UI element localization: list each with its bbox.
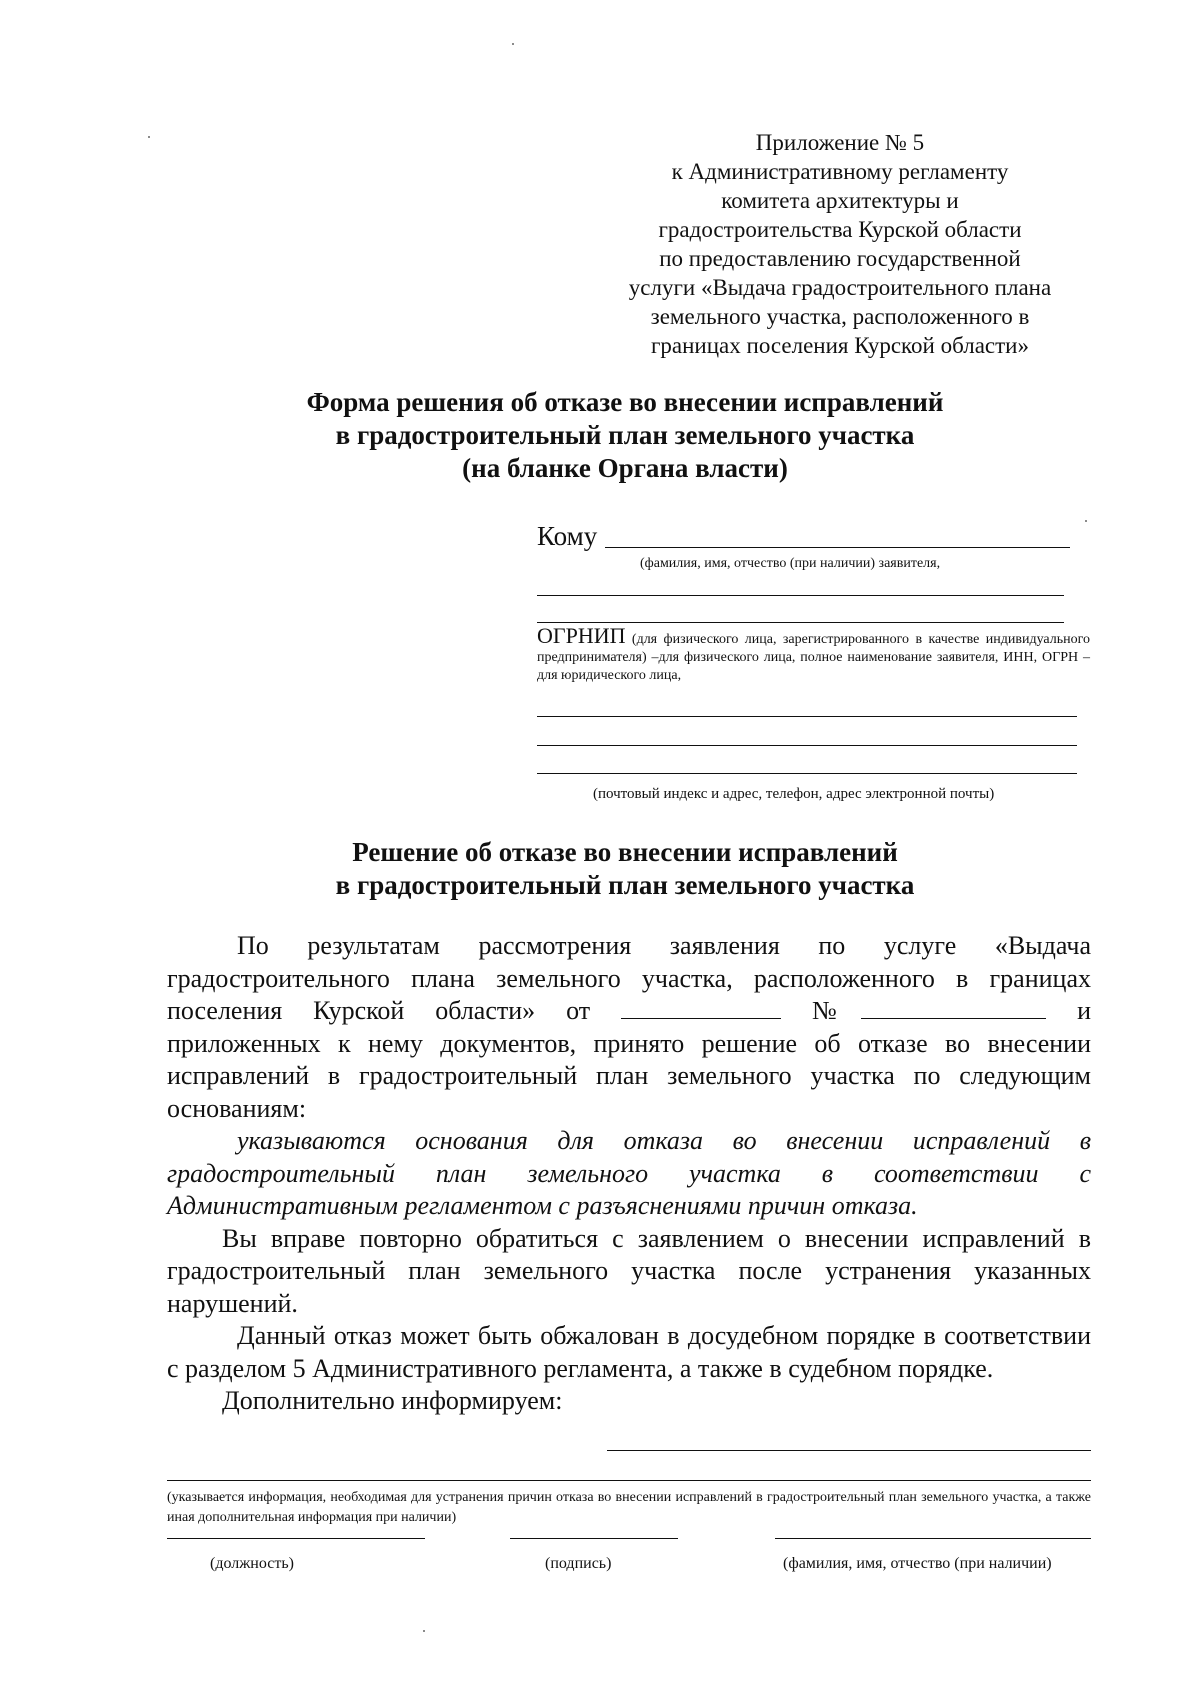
position-line[interactable] [167,1538,425,1539]
appendix-line: Приложение № 5 [755,130,925,155]
paragraph-1-text: По результатам рассмотрения заявления по услуге «Выдача градостроительного плана земельного участка, расположенного в границах поселения Курской области» от [167,931,1091,1025]
paragraph-1-start [167,930,1091,1028]
signature-label: (подпись) [545,1555,612,1572]
decision-title-line: в градостроительный план земельного участка [335,870,915,900]
ogrnip-line[interactable] [537,745,1077,746]
number-blank[interactable] [861,996,1046,1019]
ogrnip-label: ОГРНИП [537,623,626,648]
decision-title-line: Решение об отказе во внесении исправлений [352,837,898,867]
position-label: (должность) [210,1555,294,1572]
footnote: (указывается информация, необходимая для устранения причин отказа во внесении исправлений в градостроительный план земельного участка, а также иная дополнительная информация при наличии) [167,1490,1091,1525]
ogrnip-block [537,623,1090,685]
appendix-line: градостроительства Курской области [658,217,1022,242]
ogrnip-hint: (для физического лица, зарегистрированного в качестве индивидуального предпринимателя) –для физического лица, полное наименование заявителя, ИНН, ОГРН – для юридического лица, [537,632,1090,683]
appendix-line: земельного участка, расположенного в [650,304,1030,329]
paragraph-3: Вы вправе повторно обратиться с заявлением о внесении исправлений в градостроительный план земельного участка после устранения указанных нарушений. [167,1223,1091,1318]
additional-info-line-2[interactable] [167,1480,1091,1481]
form-title [200,386,1050,485]
paragraph-5 [167,1385,1091,1418]
paragraph-2-italic: указываются основания для отказа во внесении исправлений в градостроительный план земельного участка в соответствии с Административным регламентом с разъяснениями причин отказа. [167,1126,1091,1220]
paragraph-4: Данный отказ может быть обжалован в досудебном порядке в соответствии с разделом 5 Административного регламента, а также в судебном порядке. [167,1321,1091,1383]
scan-speck [1085,520,1087,522]
form-title-line: (на бланке Органа власти) [462,453,788,483]
ogrnip-line[interactable] [537,716,1077,717]
address-line[interactable] [537,773,1077,774]
address-hint: (почтовый индекс и адрес, телефон, адрес электронной почты) [593,786,995,802]
decision-title [200,836,1050,902]
paragraph-1-end-text: приложенных к нему документов, принято решение об отказе во внесении исправлений в градостроительный план земельного участка по следующим основаниям: [167,1028,1091,1123]
date-blank[interactable] [621,996,781,1019]
appendix-block [600,128,1080,360]
appendix-line: по предоставлению государственной [659,246,1021,271]
decision-body [167,930,1091,1418]
appendix-line: услуги «Выдача градостроительного плана [628,275,1052,300]
appendix-line: к Административному регламенту [671,159,1009,184]
to-label: Кому [537,521,598,551]
appendix-line: комитета архитектуры и [721,188,959,213]
additional-info-line[interactable] [607,1450,1091,1451]
full-name-label: (фамилия, имя, отчество (при наличии) [783,1555,1052,1572]
full-name-line[interactable] [775,1538,1091,1539]
additional-info-label: Дополнительно информируем: [222,1386,563,1415]
paragraph-1-end [167,1028,1091,1126]
form-title-line: в градостроительный план земельного участка [335,420,915,450]
scan-speck [148,136,150,138]
scan-speck [512,43,514,45]
appendix-line: границах поселения Курской области» [650,333,1029,358]
and-word: и [1077,996,1092,1025]
scan-speck [423,1630,425,1632]
form-title-line: Форма решения об отказе во внесении исправлений [306,387,944,417]
number-sign: № [811,996,862,1025]
name-hint: (фамилия, имя, отчество (при наличии) заявителя, [640,556,941,571]
signature-line[interactable] [510,1538,678,1539]
to-name-line[interactable] [605,547,1070,548]
name-continuation-line[interactable] [537,595,1064,596]
